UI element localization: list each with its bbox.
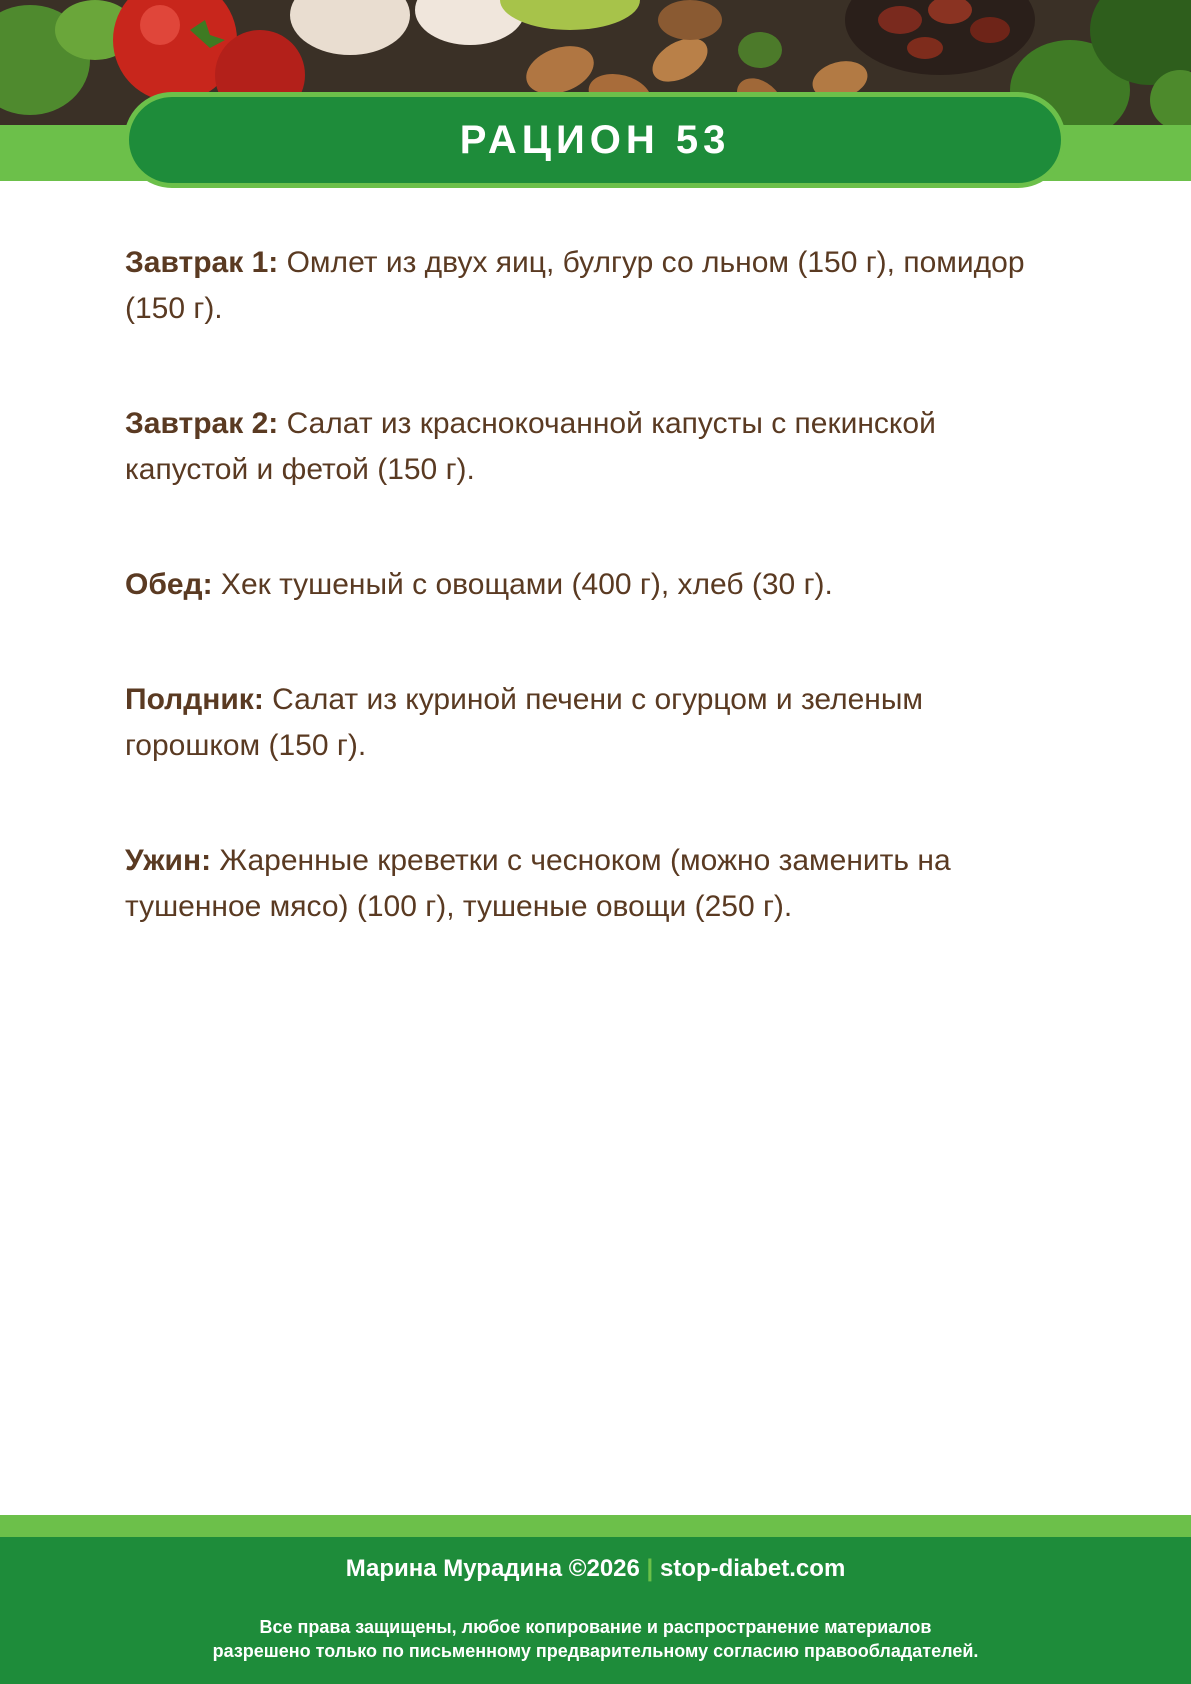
meal-description: Салат из краснокочанной капусты с пекинской капустой и фетой (150 г). — [125, 407, 936, 486]
rights-notice — [0, 1615, 1191, 1663]
credit-separator: | — [646, 1555, 654, 1582]
meal-description: Салат из куриной печени с огурцом и зеленым горошком (150 г). — [125, 683, 924, 762]
rights-line-2: разрешено только по письменному предварительному согласию правообладателей. — [212, 1641, 979, 1661]
meal-snack — [125, 677, 1025, 769]
title-banner — [124, 92, 1066, 188]
footer — [0, 1537, 1191, 1684]
footer-credit — [0, 1555, 1191, 1583]
meal-breakfast-2 — [125, 401, 1025, 493]
page-title: РАЦИОН 53 — [459, 117, 731, 162]
meal-lunch — [125, 562, 1025, 608]
meal-dinner — [125, 838, 1025, 930]
meal-label: Ужин: — [125, 844, 212, 877]
author-copyright: Марина Мурадина ©2026 — [345, 1555, 640, 1582]
meal-breakfast-1 — [125, 240, 1025, 332]
meal-label: Завтрак 1: — [125, 246, 279, 279]
footer-green-band — [0, 1515, 1191, 1537]
site-link[interactable]: stop-diabet.com — [659, 1555, 846, 1582]
meal-label: Завтрак 2: — [125, 407, 279, 440]
rights-line-1: Все права защищены, любое копирование и распространение материалов — [259, 1617, 932, 1637]
meal-description: Омлет из двух яиц, булгур со льном (150 г), помидор (150 г). — [125, 246, 1025, 325]
meal-description: Хек тушеный с овощами (400 г), хлеб (30 г). — [212, 568, 833, 601]
meal-description: Жаренные креветки с чесноком (можно заменить на тушенное мясо) (100 г), тушеные овощи (250 г). — [125, 844, 951, 923]
meal-list — [125, 240, 1025, 999]
meal-label: Обед: — [125, 568, 213, 601]
meal-label: Полдник: — [125, 683, 264, 716]
